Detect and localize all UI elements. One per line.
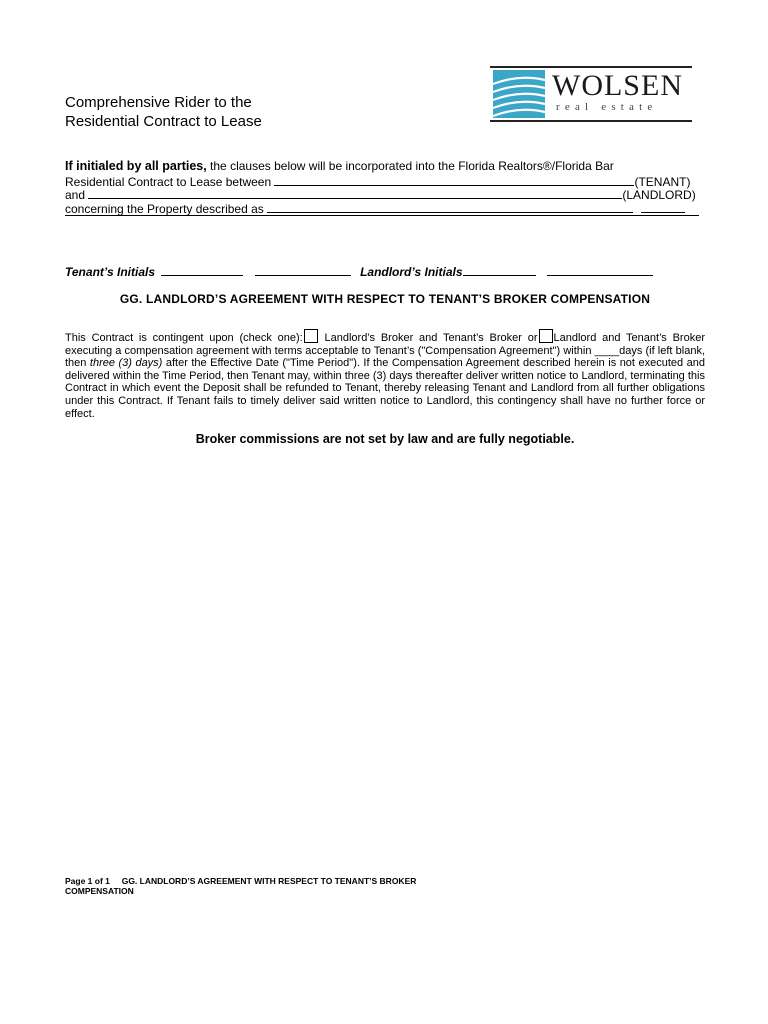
- landlord-initials-field-1[interactable]: [463, 264, 536, 276]
- tenant-name-field[interactable]: [274, 174, 634, 186]
- footer-page: Page 1 of 1: [65, 876, 110, 886]
- footer-line-1: [65, 876, 416, 886]
- document-title: [65, 93, 262, 131]
- property-description-field-end[interactable]: [641, 201, 685, 213]
- logo-top-rule: [490, 66, 692, 68]
- title-line-2: Residential Contract to Lease: [65, 113, 262, 130]
- footer-line-2: COMPENSATION: [65, 886, 134, 896]
- tenant-label: (TENANT): [634, 174, 691, 189]
- body-text-d: after the Effective Date ("Time Period"). If the Compensation Agreement described herein is not executed and delivered within the Time Period, then Tenant may, within three (3) days thereafter deliver written notice to Landlord, terminating this Contract in which event the Deposit shall be refunded to Tenant, thereby releasing Tenant and Landlord from all further obligations under this Contract. If Tenant fails to timely deliver said written notice to Landlord, this contingency shall have no further force or effect.: [65, 357, 705, 420]
- landlord-name-field[interactable]: [88, 187, 622, 199]
- intro-lead-rest: the clauses below will be incorporated into the Florida Realtors®/Florida Bar: [206, 159, 614, 173]
- footer-title: GG. LANDLORD’S AGREEMENT WITH RESPECT TO TENANT’S BROKER: [121, 876, 417, 886]
- tenant-initials-field-2[interactable]: [255, 264, 351, 276]
- intro-line4-prefix: concerning the Property described as: [65, 201, 268, 216]
- option-2-label: Landlord and Tenant’s Broker: [553, 332, 705, 344]
- logo-name: WOLSEN: [552, 69, 683, 102]
- checkbox-landlord[interactable]: [539, 329, 553, 343]
- section-body: [65, 329, 705, 420]
- initials-row: [65, 264, 653, 279]
- intro-line-1: [65, 160, 705, 174]
- checkbox-landlords-broker[interactable]: [304, 329, 318, 343]
- intro-line3-prefix: and: [65, 188, 89, 202]
- logo-bottom-rule: [490, 120, 692, 122]
- landlord-initials-label: Landlord’s Initials: [360, 265, 463, 279]
- property-description-field[interactable]: [267, 201, 633, 213]
- intro-line-2: [65, 174, 705, 188]
- page-footer: [65, 876, 416, 896]
- body-text-b: executing a compensation agreement with terms acceptable to Tenant’s ("Compensation Agreement") within: [65, 344, 595, 357]
- landlord-initials-field-2[interactable]: [547, 264, 653, 276]
- tenant-initials-label: Tenant’s Initials: [65, 265, 156, 279]
- title-line-1: Comprehensive Rider to the: [65, 94, 252, 111]
- intro-line-4: [65, 201, 705, 215]
- section-heading: GG. LANDLORD’S AGREEMENT WITH RESPECT TO TENANT’S BROKER COMPENSATION: [119, 292, 651, 306]
- body-text-a: This Contract is contingent upon (check one):: [65, 332, 303, 344]
- body-text-c: days (if left blank, then: [65, 344, 705, 370]
- intro-block: [65, 160, 705, 220]
- intro-line2-prefix: Residential Contract to Lease between: [65, 174, 275, 189]
- three-days-text: three (3) days): [89, 357, 163, 370]
- intro-lead-bold: If initialed by all parties,: [65, 159, 207, 173]
- property-description-field-2[interactable]: [65, 214, 699, 216]
- landlord-label: (LANDLORD): [622, 188, 696, 202]
- logo-subtitle: real estate: [556, 101, 658, 113]
- intro-line-3: [65, 187, 705, 201]
- commission-note: Broker commissions are not set by law and are fully negotiable.: [195, 432, 575, 446]
- wave-logo-icon: [493, 70, 545, 118]
- tenant-initials-field-1[interactable]: [161, 264, 243, 276]
- wolsen-logo: [490, 66, 692, 122]
- option-1-label: Landlord’s Broker and Tenant’s Broker or: [318, 332, 538, 344]
- intro-line-5: [65, 214, 705, 220]
- days-blank-field[interactable]: ____: [594, 344, 620, 357]
